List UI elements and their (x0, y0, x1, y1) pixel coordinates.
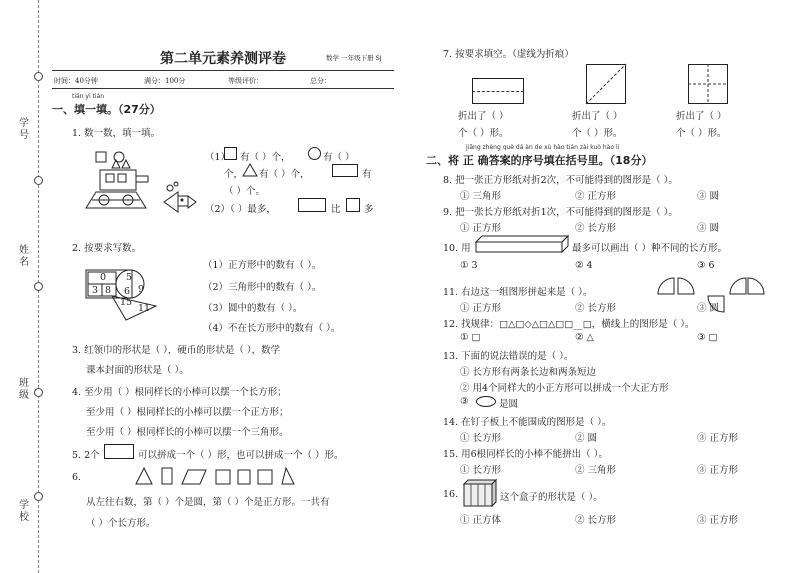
q11-option: ① 正方形 (460, 303, 502, 314)
binding-hole (34, 388, 43, 397)
name-label: 姓名 (19, 245, 29, 268)
square-shape (224, 147, 237, 160)
binding-hole (34, 176, 43, 185)
q6-shapes-row (136, 466, 306, 486)
q16-option: ② 长方形 (575, 515, 617, 526)
q15-option: ③ 正方形 (697, 465, 739, 476)
q1-line1-tail: 有（ ） (323, 152, 355, 163)
q9-option: ② 长方形 (575, 223, 617, 234)
q2-number: 3 (92, 285, 99, 296)
section1-title: 一、填一填。（27分） (52, 103, 161, 116)
q7-fold-label: 折出了（ ） (458, 111, 509, 122)
q12-option: ① □ (460, 332, 481, 343)
q9-option: ③ 圆 (697, 223, 720, 234)
q7-count-label: 个（ ）形。 (458, 128, 509, 139)
q1-line1-prefix: （1） (205, 152, 231, 163)
total-label: 总分： (310, 77, 331, 85)
q13-option-prefix: ③ (460, 396, 469, 407)
q1-compare-text: 比 (331, 204, 341, 215)
box-cube-figure (464, 478, 498, 508)
q7-fold-label: 折出了（ ） (572, 111, 623, 122)
answer-box[interactable] (346, 198, 360, 212)
q6-line2: （ ）个长方形。 (86, 518, 156, 529)
q12-question: 12. 找规律：□△□◇△□△□□__□，横线上的图形是（ ）。 (443, 319, 695, 330)
q11-option: ③ 圆 (697, 303, 720, 314)
q4-line2: 至少用（ ）根同样长的小棒可以摆一个正方形； (86, 407, 289, 418)
q1-line2-tail: 有 (362, 169, 372, 180)
q10-option: ③ 6 (697, 260, 715, 271)
q8-option: ② 正方形 (575, 191, 617, 202)
q15-question: 15. 用6根同样长的小棒不能拼出（ ）。 (443, 449, 608, 460)
q13-option-suffix: 是圆 (499, 399, 519, 410)
q6-line1: 从左往右数，第（ ）个是圆，第（ ）个是正方形。一共有 (86, 497, 330, 508)
fish-shapes-figure (160, 180, 200, 220)
q11-option: ② 长方形 (575, 303, 617, 314)
q2-number: 9 (138, 284, 145, 295)
fold-square-figure (688, 64, 728, 104)
q11-question: 11. 右边这一组图形拼起来是（ ）。 (443, 287, 593, 298)
q8-option: ③ 圆 (697, 191, 720, 202)
q13-option: ② 用4个同样大的小正方形可以拼成一个大正方形 (460, 383, 669, 394)
q1-line2-prefix: 个， (224, 169, 244, 180)
q14-option: ① 长方形 (460, 433, 502, 444)
triangle-shape (243, 164, 257, 176)
q16-option: ③ 正方形 (697, 515, 739, 526)
q14-question: 14. 在钉子板上不能围成的图形是（ ）。 (443, 417, 612, 428)
section1-pinyin: tián yi tián (72, 93, 105, 100)
q1-more-text: 多 (364, 204, 374, 215)
page-title: 第二单元素养测评卷 (160, 51, 286, 67)
q10-option: ① 3 (460, 260, 478, 271)
time-label: 时间：40分钟 (54, 77, 98, 85)
q14-option: ③ 正方形 (697, 433, 739, 444)
binding-hole (34, 492, 43, 501)
q12-option: ② △ (575, 332, 594, 343)
section2-pinyin: jiāng zhèng què dá àn de xù hào tián zài kuò hào li (466, 144, 620, 151)
q14-option: ② 圆 (575, 433, 598, 444)
header-rule (52, 88, 394, 89)
q2-item: （1）正方形中的数有（ ）。 (203, 260, 322, 271)
q16-number: 16. (443, 489, 459, 500)
q15-option: ② 三角形 (575, 465, 617, 476)
class-label: 班级 (19, 378, 29, 401)
grade-label: 等级评价： (228, 77, 263, 85)
q5-text: 可以拼成一个（ ）形，也可以拼成一个（ ）形。 (138, 450, 344, 461)
q2-item: （3）圆中的数有（ ）。 (203, 303, 303, 314)
q7-count-label: 个（ ）形。 (676, 128, 727, 139)
binding-hole (34, 72, 43, 81)
score-label: 满分：100分 (144, 77, 186, 85)
q5-prefix: 5. 2个 (72, 450, 100, 461)
rectangle-shape (104, 444, 134, 459)
circle-shape (308, 147, 321, 160)
q4-line1: 4. 至少用（ ）根同样长的小棒可以摆一个长方形； (72, 387, 287, 398)
q8-option: ① 三角形 (460, 191, 502, 202)
q1-title: 1. 数一数，填一填。 (72, 128, 161, 139)
ellipse-shape (476, 396, 496, 407)
q12-option: ③ □ (697, 332, 718, 343)
q2-item: （4）不在长方形中的数有（ ）。 (203, 323, 341, 334)
q2-number: 0 (100, 272, 107, 283)
q16-option: ① 正方体 (460, 515, 502, 526)
q10-prefix: 10. 用 (443, 243, 471, 254)
cuboid-block-figure (476, 234, 570, 254)
q15-option: ① 长方形 (460, 465, 502, 476)
q1-line2-text: 有（ ）个， (259, 169, 310, 180)
binding-hole (34, 282, 43, 291)
q2-number: 6 (124, 286, 131, 297)
q1-line4: （2）（ ）最多， (205, 204, 276, 215)
header-rule (52, 70, 394, 71)
q2-title: 2. 按要求写数。 (72, 243, 142, 254)
q10-option: ② 4 (575, 260, 593, 271)
q9-option: ① 正方形 (460, 223, 502, 234)
q13-option: ① 长方形有两条长边和两条短边 (460, 367, 597, 378)
school-label: 学校 (19, 500, 29, 523)
q7-title: 7. 按要求填空。（虚线为折痕） (443, 49, 574, 60)
fold-square-figure (586, 64, 626, 104)
q9-question: 9. 把一张长方形纸对折1次，不可能得到的图形是（ ）。 (443, 207, 678, 218)
q2-number: 15 (120, 297, 133, 308)
q2-number: 8 (105, 285, 112, 296)
q3-line1: 3. 红领巾的形状是（ ），硬币的形状是（ ），数学 (72, 345, 281, 356)
q4-line3: 至少用（ ）根同样长的小棒可以摆一个三角形。 (86, 427, 289, 438)
section2-title: 二、将 正 确答案的序号填在括号里。（18分） (426, 154, 653, 167)
answer-box[interactable] (298, 198, 326, 212)
q7-count-label: 个（ ）形。 (572, 128, 623, 139)
subject-label: 数学 一年级下册 SJ (326, 54, 382, 62)
q16-text: 这个盒子的形状是（ ）。 (500, 492, 603, 503)
q2-number: 11 (138, 303, 151, 314)
q13-question: 13. 下面的说法错误的是（ ）。 (443, 351, 574, 362)
fold-line (472, 91, 524, 92)
q8-question: 8. 把一张正方形纸对折2次，不可能得到的图形是（ ）。 (443, 175, 678, 186)
q2-item: （2）三角形中的数有（ ）。 (203, 282, 322, 293)
q7-fold-label: 折出了（ ） (676, 111, 727, 122)
q6-number: 6. (72, 472, 82, 483)
student-id-label: 学号 (19, 118, 29, 141)
q3-line2: 课本封面的形状是（ ）。 (86, 365, 189, 376)
q1-line1-text: 有（ ）个， (240, 152, 291, 163)
rectangle-shape (332, 164, 358, 177)
q10-text: 最多可以画出（ ）种不同的长方形。 (572, 243, 728, 254)
q2-number: 5 (126, 272, 133, 283)
q1-line3: （ ）个。 (224, 186, 266, 197)
